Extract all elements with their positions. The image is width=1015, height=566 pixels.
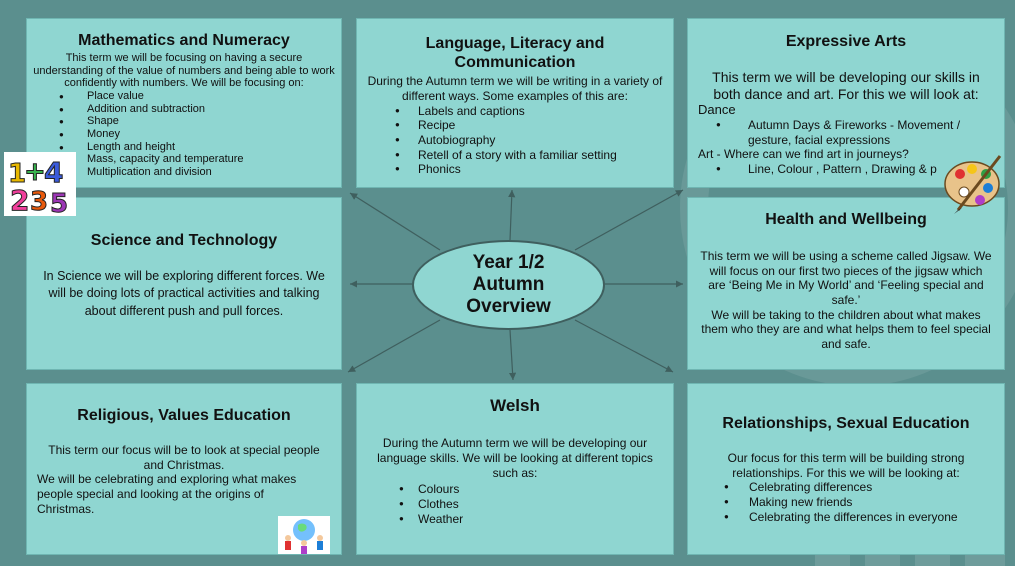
relationships-intro: Our focus for this term will be building strong relationships. For this we will be looking at: xyxy=(727,451,965,480)
svg-text:3: 3 xyxy=(30,187,49,216)
list-item: ● Length and height xyxy=(33,141,335,154)
list-item: ● Making new friends xyxy=(698,495,994,510)
maths-intro: This term we will be focusing on having a secure understanding of the value of numbers and being able to work confidently with numbers. We will be focusing on: xyxy=(33,52,335,90)
arts-dance-list xyxy=(698,118,994,147)
list-item: ● Labels and captions xyxy=(365,104,665,119)
religious-text-1: This term our focus will be to look at special people and Christmas. xyxy=(48,443,320,472)
welsh-title: Welsh xyxy=(490,396,540,415)
list-item: ● Phonics xyxy=(365,162,665,177)
svg-text:1: 1 xyxy=(8,159,27,189)
arrow-to-language xyxy=(510,190,512,240)
arrow-to-welsh xyxy=(510,330,513,380)
arts-art-label: Art - Where can we find art in journeys? xyxy=(698,147,909,162)
list-item: ● Addition and subtraction xyxy=(33,103,335,116)
arrow-to-religious xyxy=(348,320,440,372)
overview-oval xyxy=(412,240,605,330)
health-text-1: This term we will be using a scheme called Jigsaw. We will focus on our first two pieces of the jigsaw which are ‘Being Me in My World’ and ‘Feeling special and safe.’ xyxy=(700,249,992,308)
arrow-to-arts xyxy=(575,190,683,250)
list-item: ● Mass, capacity and temperature xyxy=(33,153,335,166)
welsh-intro: During the Autumn term we will be developing our language skills. We will be looking at different topics such as: xyxy=(377,436,653,480)
arts-intro: This term we will be developing our skills in both dance and art. For this we will look at: xyxy=(712,69,980,102)
arrow-to-maths xyxy=(350,193,440,250)
language-intro: During the Autumn term we will be writing in a variety of different ways. Some examples of this are: xyxy=(367,74,663,103)
list-item: ● Line, Colour , Pattern , Drawing & p xyxy=(698,162,994,177)
relationships-panel xyxy=(687,383,1005,555)
list-item: ● Autumn Days & Fireworks - Movement / gesture, facial expressions xyxy=(698,118,994,147)
arts-title: Expressive Arts xyxy=(785,33,907,50)
science-title: Science and Technology xyxy=(90,232,278,249)
relationships-list xyxy=(698,480,994,524)
paint-palette-icon xyxy=(942,152,1004,214)
relationships-title: Relationships, Sexual Education xyxy=(722,415,970,432)
svg-text:+: + xyxy=(24,157,46,187)
language-panel xyxy=(356,18,674,188)
list-item: ● Celebrating differences xyxy=(698,480,994,495)
svg-text:5: 5 xyxy=(50,189,69,216)
language-title: Language, Literacy and Communication xyxy=(425,35,605,72)
overview-title-line-1: Year 1/2 xyxy=(472,252,545,274)
list-item: ● Autobiography xyxy=(365,133,665,148)
health-title: Health and Wellbeing xyxy=(765,211,927,228)
list-item: ● Weather xyxy=(369,512,661,527)
arts-dance-label: Dance xyxy=(698,102,736,118)
svg-text:4: 4 xyxy=(44,156,64,189)
maths-list xyxy=(33,90,335,178)
welsh-list xyxy=(369,482,661,526)
numbers-clipart-icon xyxy=(4,152,76,216)
children-globe-icon xyxy=(278,516,330,554)
religious-title: Religious, Values Education xyxy=(77,407,291,424)
welsh-panel xyxy=(356,383,674,555)
list-item: ● Retell of a story with a familiar setting xyxy=(365,148,665,163)
science-text: In Science we will be exploring different forces. We will be doing lots of practical activities and talking about different push and pull forces. xyxy=(43,269,325,318)
maths-title: Mathematics and Numeracy xyxy=(78,32,290,49)
list-item: ● Multiplication and division xyxy=(33,166,335,179)
list-item: ● Recipe xyxy=(365,118,665,133)
list-item: ● Place value xyxy=(33,90,335,103)
overview-title-line-3: Overview xyxy=(466,295,551,317)
svg-text:2: 2 xyxy=(10,184,30,216)
science-panel xyxy=(26,197,342,370)
language-list xyxy=(365,104,665,177)
list-item: ● Clothes xyxy=(369,497,661,512)
list-item: ● Celebrating the differences in everyone xyxy=(698,510,994,525)
health-text-2: We will be taking to the children about what makes them who they are and what helps them to feel special and safe. xyxy=(701,307,991,351)
list-item: ● Money xyxy=(33,128,335,141)
overview-title-line-2: Autumn xyxy=(472,274,545,296)
religious-text-2: We will be celebrating and exploring what makes people special and looking at the origins of Christmas. xyxy=(37,472,297,516)
arrow-to-relationships xyxy=(575,320,673,372)
list-item: ● Shape xyxy=(33,115,335,128)
health-panel xyxy=(687,197,1005,370)
list-item: ● Colours xyxy=(369,482,661,497)
